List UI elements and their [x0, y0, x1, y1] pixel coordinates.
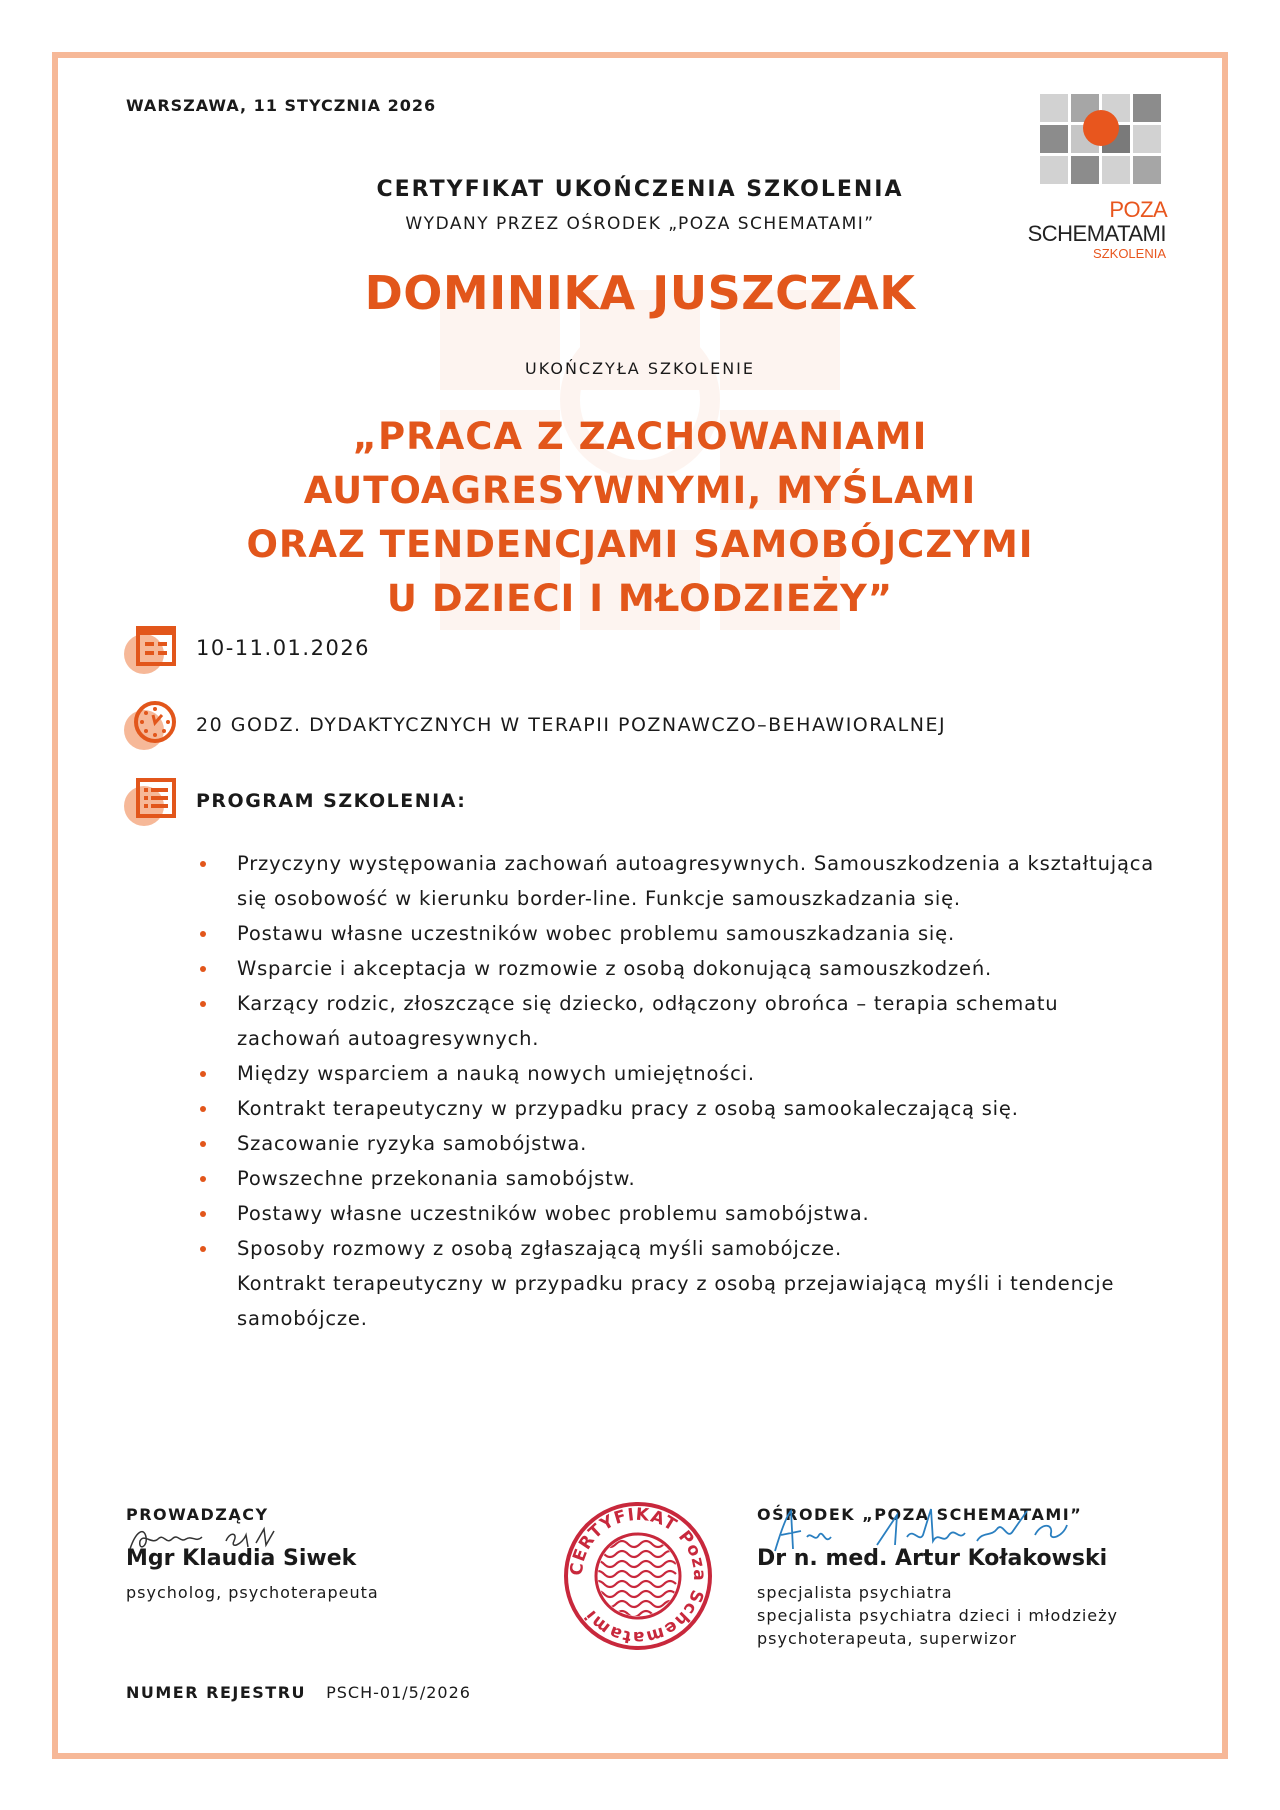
list-item: [200, 986, 1160, 1056]
signature-heading: OŚRODEK „POZA SCHEMATAMI”: [757, 1505, 1083, 1524]
list-item: [200, 1126, 1160, 1161]
list-item-text: Kontrakt terapeutyczny w przypadku pracy z osobą przejawiającą myśli i tendencje samobójcze.: [237, 1272, 1115, 1330]
list-item-text: Między wsparciem a nauką nowych umiejętności.: [237, 1062, 755, 1085]
course-title: [0, 410, 1280, 626]
list-item: [200, 1161, 1160, 1196]
signer-role: specjalista psychiatra dzieci i młodzieży: [757, 1606, 1118, 1625]
list-icon: [122, 774, 178, 830]
logo-sub: SZKOLENIA: [1093, 246, 1166, 261]
course-hours: 20 GODZ. DYDAKTYCZNYCH W TERAPII POZNAWCZO–BEHAWIORALNEJ: [196, 714, 947, 736]
bullet-icon: [200, 1246, 206, 1252]
signer-name: Dr n. med. Artur Kołakowski: [757, 1546, 1108, 1571]
course-title-line: „PRACA Z ZACHOWANIAMI: [352, 415, 928, 458]
handwritten-signature: [126, 1521, 306, 1555]
list-item: [200, 951, 1160, 986]
signature-block-left: [126, 1505, 486, 1604]
program-heading: PROGRAM SZKOLENIA:: [196, 790, 467, 812]
list-item-text: Postawu własne uczestników wobec problemu samouszkadzania się.: [237, 922, 955, 945]
list-item: [200, 1056, 1160, 1091]
signature-block-right: [757, 1505, 1197, 1650]
list-item: [200, 1091, 1160, 1126]
bullet-icon: [200, 1176, 206, 1182]
signer-role: psychoterapeuta, superwizor: [757, 1629, 1017, 1648]
list-item-text: Sposoby rozmowy z osobą zgłaszającą myśli samobójcze.: [237, 1237, 842, 1260]
handwritten-signature: [767, 1501, 1097, 1561]
registry-label: NUMER REJESTRU: [126, 1683, 307, 1702]
list-item-text: Powszechne przekonania samobójstw.: [237, 1167, 636, 1190]
list-item: [200, 1231, 1160, 1266]
place-date: WARSZAWA, 11 STYCZNIA 2026: [126, 96, 437, 115]
list-item-text: Kontrakt terapeutyczny w przypadku pracy z osobą samookaleczającą się.: [237, 1097, 1019, 1120]
logo-word-schematami: SCHEMATAMI: [1027, 221, 1166, 246]
bullet-icon: [200, 1071, 206, 1077]
completed-label: UKOŃCZYŁA SZKOLENIE: [525, 359, 755, 378]
list-item: [200, 846, 1160, 916]
signer-role: specjalista psychiatra: [757, 1583, 953, 1602]
course-dates: 10-11.01.2026: [196, 636, 371, 660]
course-title-line: ORAZ TENDENCJAMI SAMOBÓJCZYMI: [246, 523, 1034, 566]
list-item-text: Postawy własne uczestników wobec problemu samobójstwa.: [237, 1202, 870, 1225]
course-title-line: U DZIECI I MŁODZIEŻY”: [386, 577, 894, 620]
logo-word-poza: POZA: [1109, 197, 1166, 222]
course-title-line: AUTOAGRESYWNYMI, MYŚLAMI: [303, 469, 977, 512]
list-item-text: Przyczyny występowania zachowań autoagresywnych. Samouszkodzenia a kształtująca się osobowość w kierunku border-line. Funkcje samouszkadzania się.: [237, 852, 1154, 910]
signature-heading: PROWADZĄCY: [126, 1505, 269, 1524]
bullet-icon: [200, 1106, 206, 1112]
signer-role: psycholog, psychoterapeuta: [126, 1583, 379, 1602]
list-item-text: Szacowanie ryzyka samobójstwa.: [237, 1132, 588, 1155]
bullet-icon: [200, 931, 206, 937]
bullet-icon: [200, 861, 206, 867]
list-item-text: Wsparcie i akceptacja w rozmowie z osobą dokonującą samouszkodzeń.: [237, 957, 992, 980]
certificate-stamp: [562, 1500, 714, 1652]
list-item: [200, 916, 1160, 951]
registry-number: [126, 1683, 471, 1702]
list-item: [200, 1196, 1160, 1231]
program-list: [200, 846, 1160, 1336]
bullet-icon: [200, 1001, 206, 1007]
clock-icon: [122, 698, 178, 754]
calendar-icon: [122, 622, 178, 678]
issued-by: WYDANY PRZEZ OŚRODEK „POZA SCHEMATAMI”: [405, 214, 875, 234]
list-item-continuation: [200, 1266, 1160, 1336]
registry-value: PSCH-01/5/2026: [326, 1683, 471, 1702]
bullet-icon: [200, 1211, 206, 1217]
bullet-icon: [200, 1141, 206, 1147]
stamp-text: CERTYFIKAT Poza Schematami: [566, 1504, 710, 1648]
recipient-name: DOMINIKA JUSZCZAK: [364, 266, 916, 320]
bullet-icon: [200, 966, 206, 972]
certificate-title: CERTYFIKAT UKOŃCZENIA SZKOLENIA: [376, 177, 904, 202]
list-item-text: Karzący rodzic, złoszczące się dziecko, odłączony obrońca – terapia schematu zachowań autoagresywnych.: [237, 992, 1059, 1050]
signer-name: Mgr Klaudia Siwek: [126, 1546, 357, 1571]
